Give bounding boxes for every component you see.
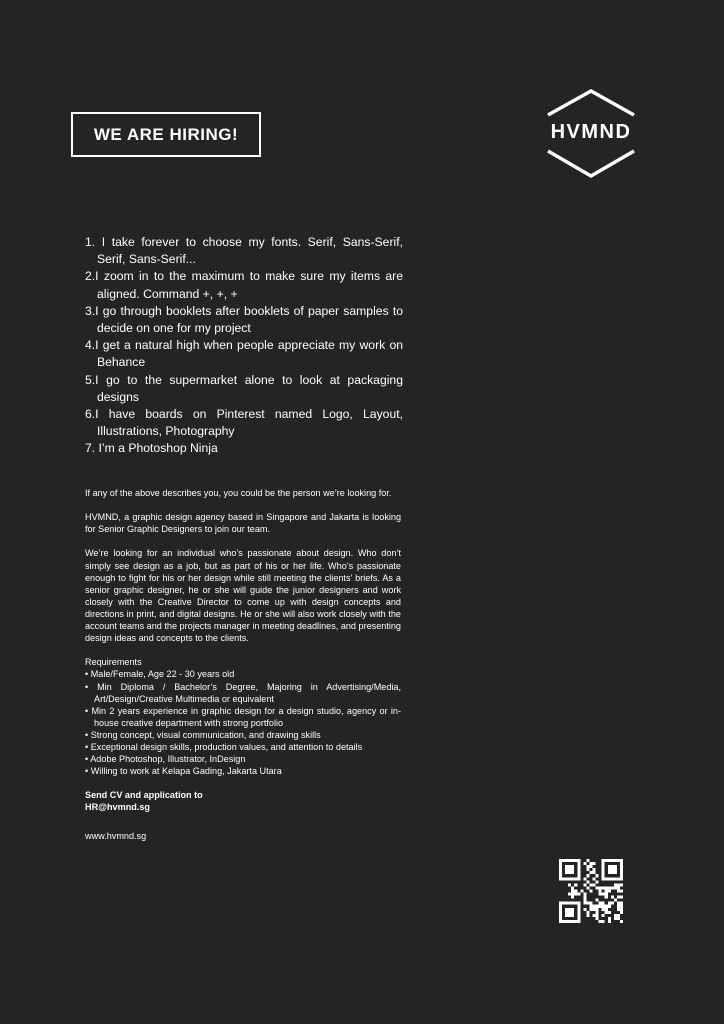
company-paragraph: HVMND, a graphic design agency based in Singapore and Jakarta is looking for Senior Graphic Designers to join our team. (85, 512, 401, 535)
hvmnd-logo (536, 88, 646, 180)
requirement-item: • Exceptional design skills, production values, and attention to details (85, 741, 363, 752)
apply-email-link[interactable]: HR@hvmnd.sg (85, 802, 150, 813)
intro-paragraph: If any of the above describes you, you could be the person we’re looking for. (85, 488, 392, 498)
qr-code-icon (559, 859, 623, 923)
job-description (85, 487, 401, 843)
hiring-banner (71, 112, 261, 157)
traits-list (85, 234, 403, 458)
requirement-item: • Male/Female, Age 22 - 30 years old (85, 669, 235, 680)
requirement-item: • Adobe Photoshop, Illustrator, InDesign (85, 754, 246, 765)
requirement-item: • Min 2 years experience in graphic design for a design studio, agency or in-house creative department with strong portfolio (85, 705, 401, 728)
trait-item: 4.I get a natural high when people appreciate my work on Behance (85, 338, 403, 370)
trait-item: 5.I go to the supermarket alone to look at packaging designs (85, 372, 403, 404)
trait-item: 2.I zoom in to the maximum to make sure my items are aligned. Command +, +, + (85, 269, 403, 301)
logo-wordmark: HVMND (550, 121, 632, 143)
requirements-list (85, 668, 401, 777)
requirement-item: • Willing to work at Kelapa Gading, Jakarta Utara (85, 766, 282, 777)
requirements-title: Requirements (85, 657, 142, 668)
description-paragraph: We’re looking for an individual who’s passionate about design. Who don’t simply see design as a job, but as part of his or her life. Who’s passionate enough to fight for his or her design while still meeting the clients’ briefs. As a senior graphic designer, he or she will guide the junior designers and work closely with the Creative Director to come up with design concepts and directions in print, and digital designs. He or she will also work closely with the account teams and the projects manager in meeting deadlines, and presenting design ideas and concepts to the clients. (85, 548, 401, 644)
trait-item: 7. I’m a Photoshop Ninja (85, 441, 218, 456)
apply-label: Send CV and application to (85, 790, 203, 801)
requirement-item: • Min Diploma / Bachelor’s Degree, Majoring in Advertising/Media, Art/Design/Creative Multimedia or equivalent (85, 681, 401, 704)
website-link[interactable]: www.hvmnd.sg (85, 831, 147, 842)
trait-item: 6.I have boards on Pinterest named Logo, Layout, Illustrations, Photography (85, 407, 403, 439)
hiring-title: WE ARE HIRING! (93, 124, 239, 144)
trait-item: 3.I go through booklets after booklets of paper samples to decide on one for my project (85, 303, 403, 336)
trait-item: 1. I take forever to choose my fonts. Serif, Sans-Serif, Serif, Sans-Serif... (85, 235, 403, 267)
requirement-item: • Strong concept, visual communication, and drawing skills (85, 729, 321, 740)
apply-instructions (85, 789, 401, 813)
